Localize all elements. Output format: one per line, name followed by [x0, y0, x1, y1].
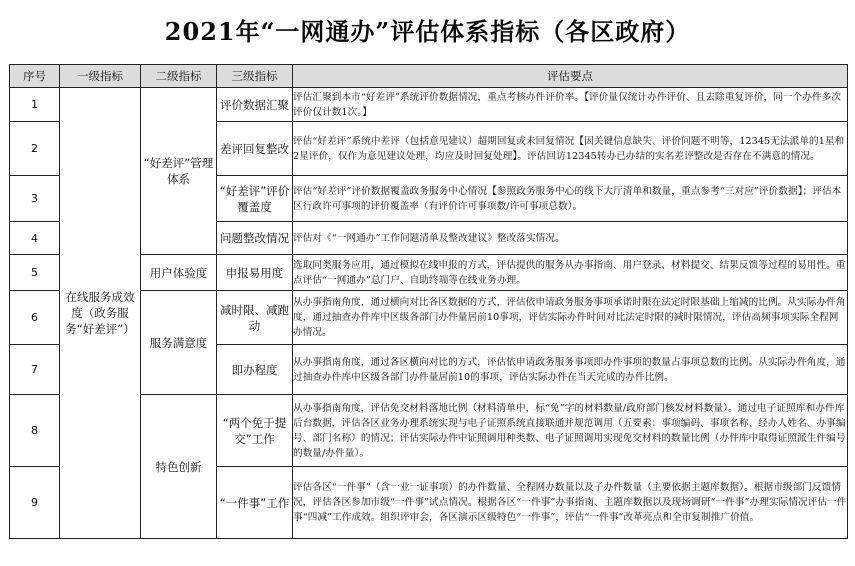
row-seq: 8 — [10, 395, 60, 467]
evaluation-points: 选取同类服务应用，通过模拟在线申报的方式，评估提供的服务从办事指南、用户登录、材料提交、结果反馈等过程的易用性。重点评估“一网通办”总门户、自助终端等在线业务办理。 — [293, 255, 848, 291]
row-seq: 9 — [10, 467, 60, 539]
level3-indicator: 问题整改情况 — [217, 222, 293, 255]
header-level2: 二级指标 — [141, 65, 217, 88]
level3-indicator: 申报易用度 — [217, 255, 293, 291]
level1-indicator: 在线服务成效度（政务服务“好差评”） — [60, 88, 141, 539]
level2-indicator: “好差评”管理体系 — [141, 88, 217, 255]
evaluation-points: 评估汇聚到本市“好差评”系统评价数据情况，重点考核办件评价率。【评价量仅统计办件评价、且去除重复评价，同一个办件多次评价仅计数1次。】 — [293, 88, 848, 122]
level3-indicator: “好差评”评价覆盖度 — [217, 176, 293, 222]
level3-indicator: “两个免于提交”工作 — [217, 395, 293, 467]
row-seq: 4 — [10, 222, 60, 255]
evaluation-points: 评估“好差评”评价数据覆盖政务服务中心情况【参照政务服务中心的线下大厅清单和数量，重点参考“三对应”评价数据】；评估本区行政许可事项的评价覆盖率（有评价许可事项数/许可事项总数）。 — [293, 176, 848, 222]
evaluation-points: 从办事指南角度，通过各区横向对比的方式，评估依申请政务服务事项即办件事项的数量占事项总数的比例。从实际办件角度，通过抽查办件库中区级各部门办件量居前10的事项，评估实际办件在当天完成的办件比例。 — [293, 345, 848, 395]
header-level1: 一级指标 — [60, 65, 141, 88]
level3-indicator: 评价数据汇聚 — [217, 88, 293, 122]
row-seq: 1 — [10, 88, 60, 122]
level2-indicator: 用户体验度 — [141, 255, 217, 291]
header-seq: 序号 — [10, 65, 60, 88]
header-points: 评估要点 — [293, 65, 848, 88]
row-seq: 5 — [10, 255, 60, 291]
level3-indicator: “一件事”工作 — [217, 467, 293, 539]
evaluation-points: 从办事指南角度，通过横向对比各区数据的方式，评估依申请政务服务事项承诺时限在法定时限基础上缩减的比例。从实际办件角度，通过抽查办件库中区级各部门办件量居前10事项，评估实际办件时间对比法定时限的减时限情况，评估高频事项实际全程网办情况。 — [293, 291, 848, 345]
document-title: 2021年“一网通办”评估体系指标（各区政府） — [164, 17, 691, 46]
level3-indicator: 减时限、减跑动 — [217, 291, 293, 345]
evaluation-index-table — [9, 64, 848, 539]
table-row — [10, 88, 848, 122]
level2-indicator: 服务满意度 — [141, 291, 217, 395]
evaluation-points: 评估“好差评”系统中差评（包括意见建议）超期回复或未回复情况【因关键信息缺失、评价问题不明等，12345无法派单的1星和2星评价，仅作为意见建议处理，均应及时回复处理】。评估回访12345转办已办结的实名差评整改是否存在不满意的情况。 — [293, 122, 848, 176]
row-seq: 3 — [10, 176, 60, 222]
row-seq: 6 — [10, 291, 60, 345]
table-header-row — [10, 65, 848, 88]
level3-indicator: 差评回复整改 — [217, 122, 293, 176]
level3-indicator: 即办程度 — [217, 345, 293, 395]
header-level3: 三级指标 — [217, 65, 293, 88]
evaluation-points: 评估对《“一网通办”工作问题清单及整改建议》整改落实情况。 — [293, 222, 848, 255]
evaluation-points: 从办事指南角度，评估免交材料落地比例（材料清单中，标“免”字的材料数量/政府部门核发材料数量）。通过电子证照库和办件库后台数据，评估各区业务办理系统实现与电子证照系统直接联通并规范调用（五要素：事项编码、事项名称、经办人姓名、办事编号、部门名称）的情况；评估实际办件中证照调用种类数、电子证照调用实现免交材料的数量比例（办件库中取得证照派生件编号的数量/办件量）。 — [293, 395, 848, 467]
level2-indicator: 特色创新 — [141, 395, 217, 539]
evaluation-points: 评估各区“一件事”（含一业一证事项）的办件数量、全程网办数量以及子办件数量（主要依据主题库数据）。根据市级部门反馈情况，评估各区参加市级“一件事”试点情况。根据各区“一件事”办事指南、主题库数据以及现场调研“一件事”办理实际情况评估一件事“四减”工作成效。组织评审会，各区演示区级特色“一件事”，评估“一件事”改革亮点和全市复制推广价值。 — [293, 467, 848, 539]
row-seq: 7 — [10, 345, 60, 395]
row-seq: 2 — [10, 122, 60, 176]
